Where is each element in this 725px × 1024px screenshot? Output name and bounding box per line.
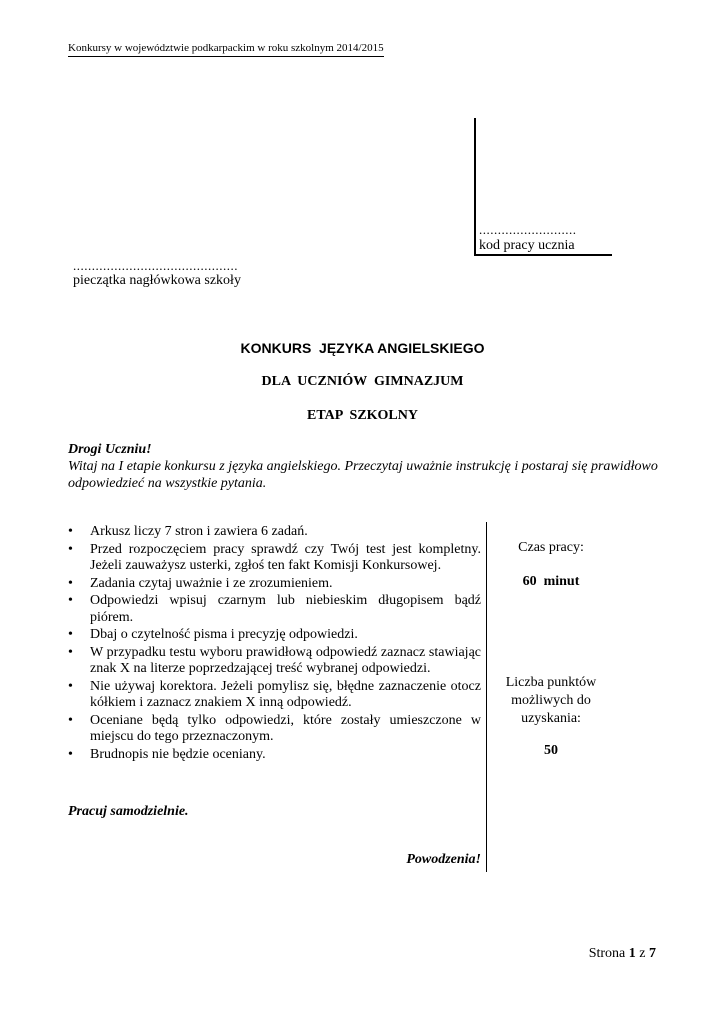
contest-stage: ETAP SZKOLNY <box>307 408 418 423</box>
bullet-icon: • <box>68 678 73 694</box>
instructions-list <box>68 524 481 764</box>
page-number-prefix: Strona <box>588 946 626 961</box>
contest-title: KONKURS JĘZYKA ANGIELSKIEGO <box>240 340 485 356</box>
instruction-item: • Dbaj o czytelność pisma i precyzję odpowiedzi. <box>68 627 358 642</box>
instruction-item: • Zadania czytaj uważnie i ze zrozumieniem. <box>68 575 333 591</box>
bullet-icon: • <box>68 746 73 762</box>
good-luck-note: Powodzenia! <box>406 852 481 867</box>
contest-subtitle: DLA UCZNIÓW GIMNAZJUM <box>261 374 464 389</box>
max-points-value: 50 <box>544 743 558 758</box>
instruction-item: • Przed rozpoczęciem pracy sprawdź czy Twój test jest kompletny. Jeżeli zauważysz usterki, zgłoś ten fakt Komisji Konkursowej. <box>68 541 481 573</box>
instruction-item: • Brudnopis nie będzie oceniany. <box>68 746 266 762</box>
bullet-icon: • <box>68 644 73 660</box>
page-number <box>500 946 656 962</box>
code-box-label: kod pracy ucznia <box>479 238 575 253</box>
instruction-item: • Odpowiedzi wpisuj czarnym lub niebieskim długopisem bądź piórem. <box>68 593 481 625</box>
column-divider <box>486 522 487 872</box>
work-time-label: Czas pracy: <box>518 540 584 555</box>
instruction-item: • W przypadku testu wyboru prawidłową odpowiedź zaznacz stawiając znak X na literze poprzedzającej treść wybranej odpowiedzi. <box>68 644 481 676</box>
instruction-item: • Oceniane będą tylko odpowiedzi, które zostały umieszczone w miejscu do tego przeznaczonym. <box>68 712 481 744</box>
bullet-icon: • <box>68 524 73 539</box>
page-number-current: 1 <box>628 946 636 961</box>
max-points-label: Liczba punktów możliwych do uzyskania: <box>505 675 597 726</box>
bullet-icon: • <box>68 712 73 728</box>
intro-text: Witaj na I etapie konkursu z języka angielskiego. Przeczytaj uważnie instrukcję i postaraj się prawidłowo odpowiedzieć na wszystkie pytania. <box>68 459 658 491</box>
code-box-dots: .......................... <box>479 222 577 237</box>
page-header: Konkursy w województwie podkarpackim w roku szkolnym 2014/2015 <box>68 42 384 57</box>
instruction-item: • Arkusz liczy 7 stron i zawiera 6 zadań. <box>68 524 308 539</box>
school-stamp-label: pieczątka nagłówkowa szkoły <box>73 273 241 288</box>
work-independently-note: Pracuj samodzielnie. <box>68 804 189 819</box>
greeting: Drogi Uczniu! <box>68 442 152 457</box>
work-time-value: 60 minut <box>522 574 580 589</box>
bullet-icon: • <box>68 627 73 642</box>
page-number-separator: z <box>639 946 646 961</box>
code-box-border-bottom <box>474 254 612 256</box>
bullet-icon: • <box>68 541 73 557</box>
instruction-item: • Nie używaj korektora. Jeżeli pomylisz się, błędne zaznaczenie otocz kółkiem i zaznacz znakiem X inną odpowiedź. <box>68 678 481 710</box>
code-box-border-left <box>474 118 476 256</box>
bullet-icon: • <box>68 575 73 591</box>
school-stamp-dots: ............................................ <box>73 258 238 273</box>
bullet-icon: • <box>68 593 73 608</box>
page-number-total: 7 <box>649 946 656 961</box>
